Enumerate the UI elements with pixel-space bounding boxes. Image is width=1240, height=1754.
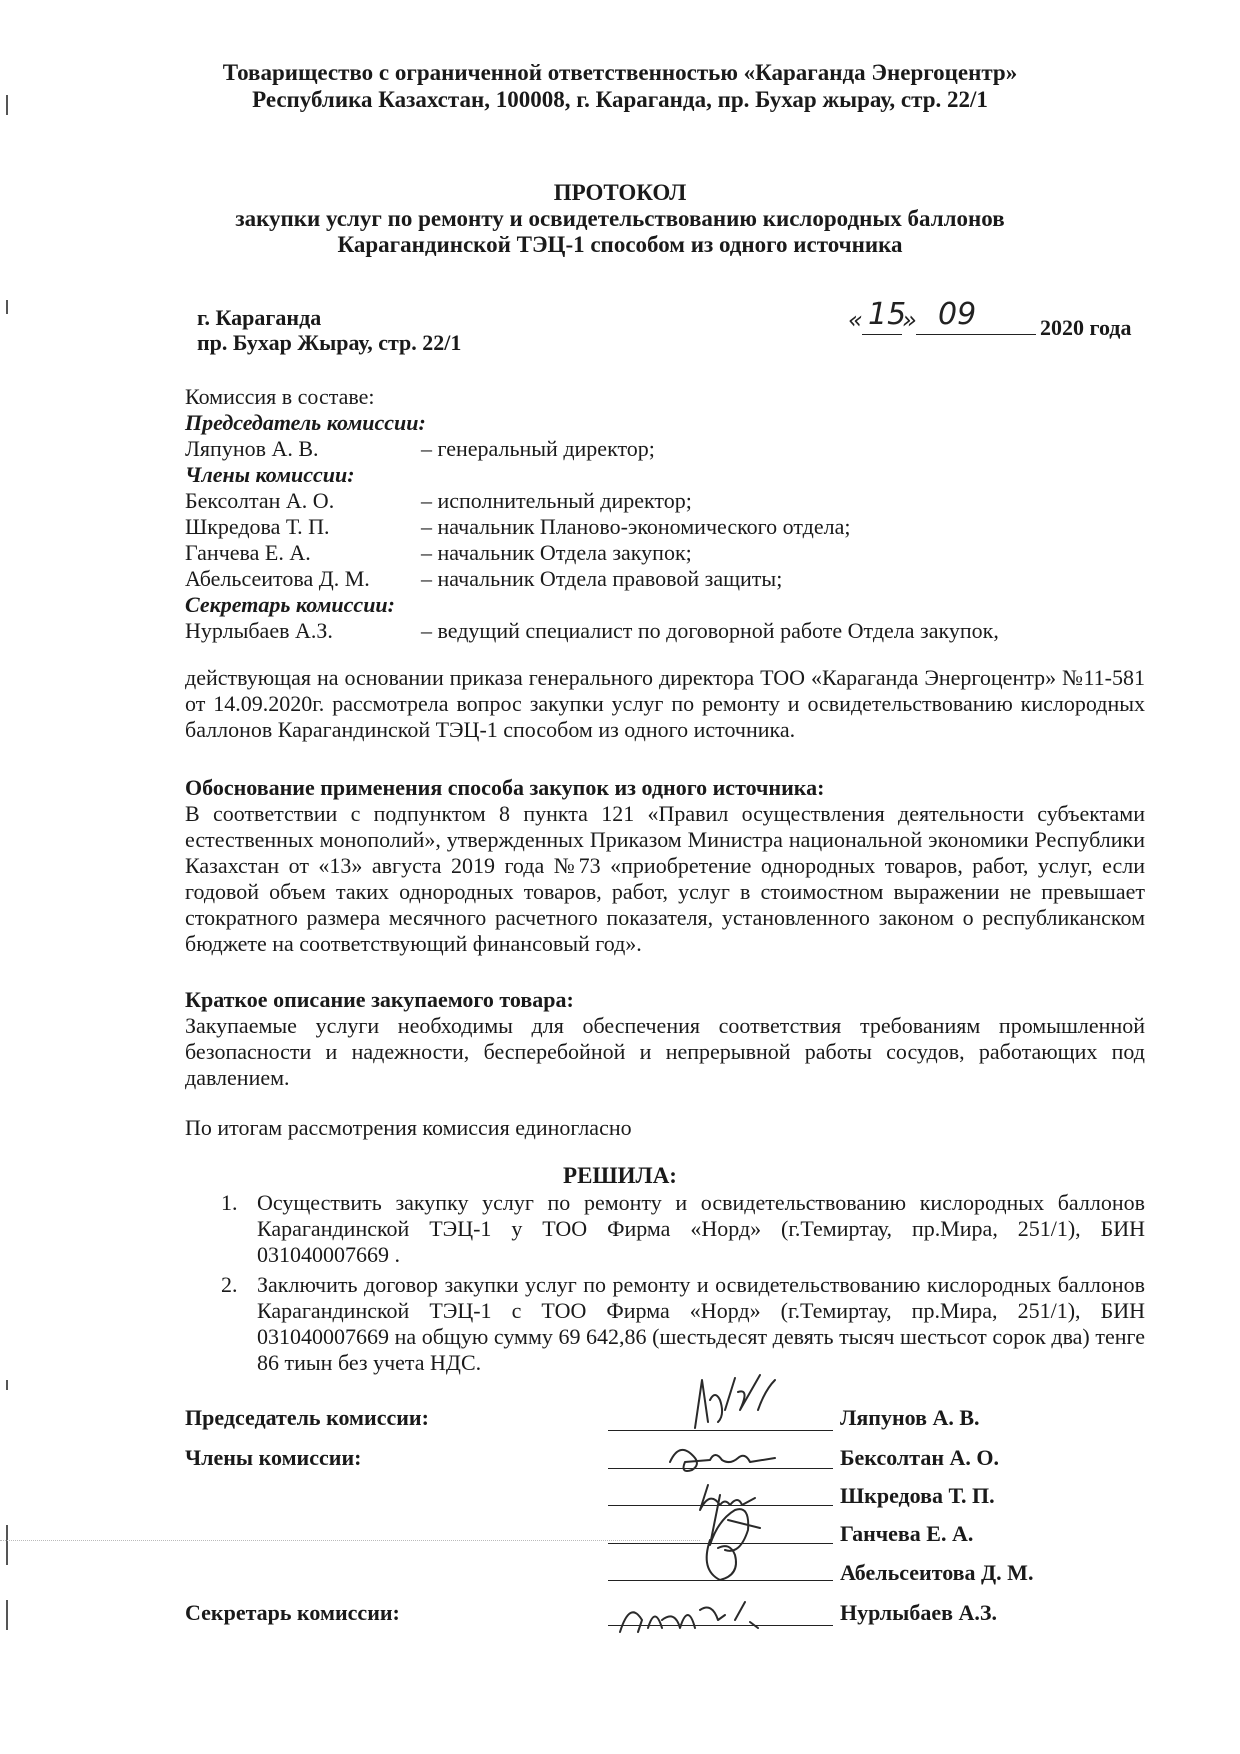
decision-heading: РЕШИЛА: <box>563 1163 677 1188</box>
scan-artifact <box>6 1380 8 1390</box>
scan-artifact <box>6 1600 8 1630</box>
decision-item-text: Осуществить закупку услуг по ремонту и освидетельствованию кислородных баллонов Карагандинской ТЭЦ-1 у ТОО Фирма «Норд» (г.Темиртау, пр.Мира, 251/1), БИН 031040007669 . <box>257 1190 1145 1267</box>
signature-member-4 <box>707 1540 736 1580</box>
signature-member-2 <box>700 1485 755 1510</box>
document-subtitle-1: закупки услуг по ремонту и освидетельствованию кислородных баллонов <box>235 206 1005 231</box>
basis-paragraph: действующая на основании приказа генерального директора ТОО «Караганда Энергоцентр» №11-581 от 14.09.2020г. рассмотрела вопрос закупки услуг по ремонту и освидетельствованию кислородных баллонов Карагандинской ТЭЦ-1 способом из одного источника. <box>185 665 1145 742</box>
decision-item-text: Заключить договор закупки услуг по ремонту и освидетельствованию кислородных баллонов Карагандинской ТЭЦ-1 с ТОО Фирма «Норд» (г.Темиртау, пр.Мира, 251/1), БИН 031040007669 на общую сумму 69 642,86 (шестьдесят девять тысяч шестьсот сорок два) тенге 86 тиын без учета НДС. <box>257 1272 1145 1375</box>
org-name: Товарищество с ограниченной ответственностью «Караганда Энергоцентр» <box>222 60 1018 85</box>
chair-heading: Председатель комиссии: <box>185 410 426 435</box>
scan-dotted-line <box>0 1540 700 1541</box>
sig-name: Шкредова Т. П. <box>840 1483 995 1508</box>
signature-secretary <box>620 1602 758 1632</box>
signature-chair <box>695 1375 775 1428</box>
member-role: – начальник Отдела правовой защиты; <box>421 566 783 591</box>
decision-item-number: 1. <box>221 1190 238 1215</box>
member-name: Шкредова Т. П. <box>185 514 330 539</box>
place-street: пр. Бухар Жырау, стр. 22/1 <box>197 330 462 355</box>
sig-name: Нурлыбаев А.З. <box>840 1600 997 1625</box>
date-year: 2020 года <box>1040 315 1132 340</box>
signature-member-1 <box>670 1450 775 1471</box>
date-day: 15 <box>868 297 907 332</box>
scan-artifact <box>6 1525 8 1565</box>
place-city: г. Караганда <box>197 305 322 330</box>
member-name: Абельсеитова Д. М. <box>185 566 370 591</box>
sig-members-label: Члены комиссии: <box>185 1445 362 1470</box>
justification-heading: Обоснование применения способа закупок из одного источника: <box>185 775 825 800</box>
date-day-line <box>862 334 902 335</box>
member-name: Бексолтан А. О. <box>185 488 335 513</box>
document-title: ПРОТОКОЛ <box>553 180 687 205</box>
chair-name: Ляпунов А. В. <box>185 436 319 461</box>
scan-artifact <box>6 300 8 314</box>
decision-item-number: 2. <box>221 1272 238 1297</box>
sig-name: Ганчева Е. А. <box>840 1521 974 1546</box>
justification-text: В соответствии с подпунктом 8 пункта 121 «Правил осуществления деятельности субъектами естественных монополий», утвержденных Приказом Министра национальной экономики Республики Казахстан от «13» августа 2019 года №73 «приобретение однородных товаров, работ, услуг, если годовой объем таких однородных товаров, работ, услуг в стоимостном выражении не превышает стократного размера месячного расчетного показателя, установленного законом о республиканском бюджете на соответствующий финансовый год». <box>185 801 1145 956</box>
handwritten-signatures <box>600 1370 840 1650</box>
sig-name: Бексолтан А. О. <box>840 1445 1000 1470</box>
date-month: 09 <box>938 297 977 332</box>
org-address: Республика Казахстан, 100008, г. Караганда, пр. Бухар жырау, стр. 22/1 <box>252 87 988 112</box>
date-open-quote: « <box>848 306 863 334</box>
commission-intro: Комиссия в составе: <box>185 384 375 409</box>
document-subtitle-2: Карагандинской ТЭЦ-1 способом из одного источника <box>337 232 903 257</box>
member-name: Ганчева Е. А. <box>185 540 311 565</box>
sig-name: Ляпунов А. В. <box>840 1405 980 1430</box>
sig-secretary-label: Секретарь комиссии: <box>185 1600 400 1625</box>
signature-member-3 <box>710 1495 760 1551</box>
sig-name: Абельсеитова Д. М. <box>840 1560 1034 1585</box>
member-role: – начальник Отдела закупок; <box>421 540 692 565</box>
secretary-heading: Секретарь комиссии: <box>185 592 395 617</box>
secretary-role: – ведущий специалист по договорной работе Отдела закупок, <box>421 618 999 643</box>
description-heading: Краткое описание закупаемого товара: <box>185 987 574 1012</box>
description-text: Закупаемые услуги необходимы для обеспечения соответствия требованиям промышленной безопасности и надежности, бесперебойной и непрерывной работы сосудов, работающих под давлением. <box>185 1013 1145 1090</box>
chair-role: – генеральный директор; <box>421 436 655 461</box>
secretary-name: Нурлыбаев А.З. <box>185 618 333 643</box>
sig-chair-label: Председатель комиссии: <box>185 1405 429 1430</box>
member-role: – исполнительный директор; <box>421 488 692 513</box>
members-heading: Члены комиссии: <box>185 462 355 487</box>
date-close-quote: » <box>902 306 917 334</box>
member-role: – начальник Планово-экономического отдела; <box>421 514 851 539</box>
date-month-line <box>916 334 1036 335</box>
result-intro: По итогам рассмотрения комиссия единогласно <box>185 1115 632 1140</box>
